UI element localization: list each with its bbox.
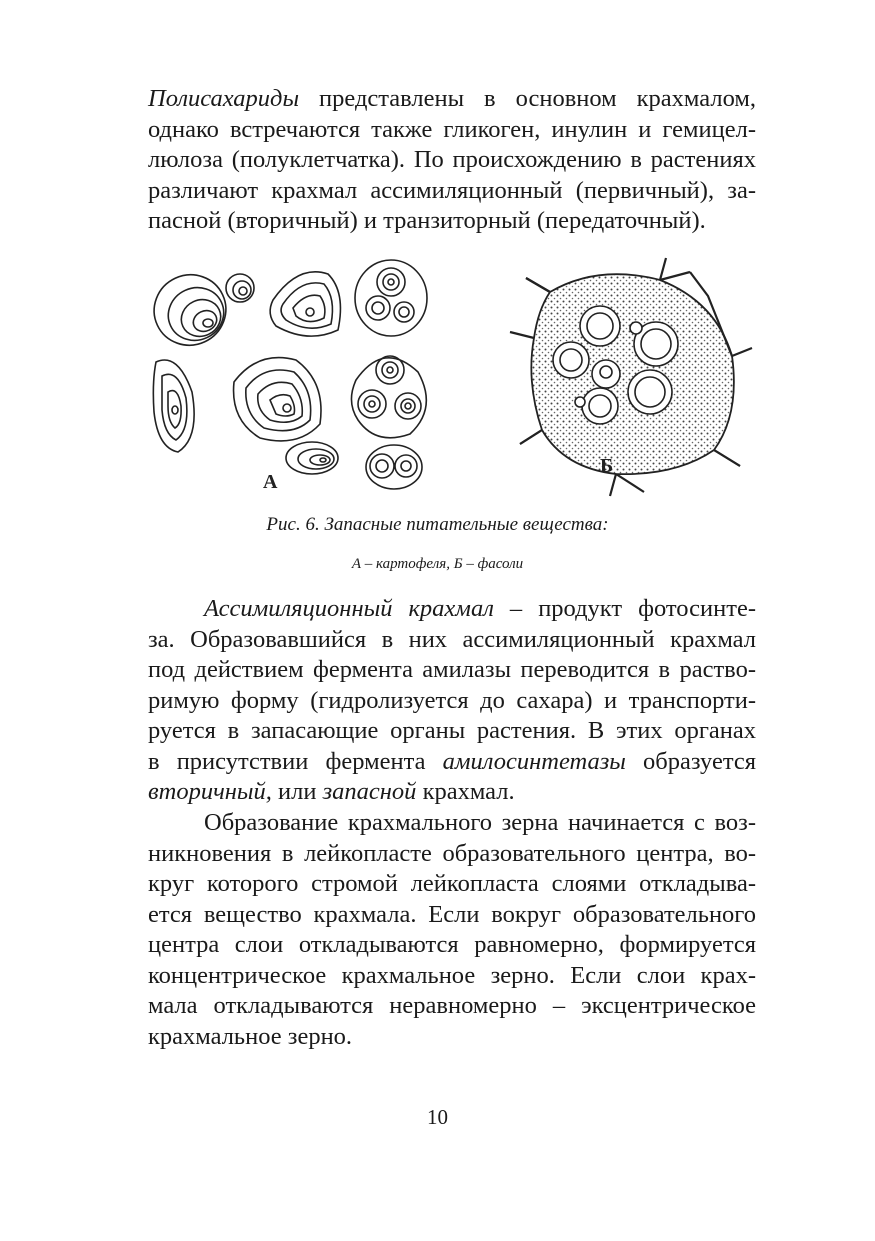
bean-cell — [510, 258, 752, 496]
starch-grain — [234, 358, 321, 441]
figure-label-b: Б — [600, 455, 614, 477]
text-line — [148, 594, 756, 625]
text-fragment: образуется — [625, 747, 756, 775]
text-fragment: представлены в основном крахмалом, — [299, 85, 756, 112]
paragraph-polysaccharides — [148, 84, 756, 237]
text-line: крахмальное зерно. — [148, 1022, 353, 1050]
text-line: никновения в лейкопласте образовательного центра, во- — [148, 839, 756, 867]
starch-grains-illustration — [148, 252, 756, 498]
text-fragment: в присутствии фермента — [148, 747, 443, 775]
term-assimilation-starch: Ассимиляционный крахмал — [204, 595, 494, 622]
text-line: римую форму (гидролизуется до сахара) и транспорти- — [148, 686, 756, 714]
starch-grain — [153, 360, 194, 452]
page-number: 10 — [427, 1105, 448, 1129]
term-secondary: вторичный, — [148, 778, 272, 805]
text-line: мала откладываются неравномерно – эксцентрическое — [148, 992, 756, 1019]
potato-starch-grains — [148, 260, 427, 489]
paragraph-grain-formation — [148, 808, 756, 1052]
text-line: однако встречаются также гликоген, инулин и гемицел- — [148, 115, 756, 143]
starch-grain — [226, 274, 254, 302]
text-line: под действием фермента амилазы переводится в раство- — [148, 656, 756, 683]
text-line: круг которого стромой лейкопласта слоями откладыва- — [148, 870, 756, 897]
text-line: за. Образовавшийся в них ассимиляционный крахмал — [148, 625, 756, 653]
text-fragment: – продукт фотосинте- — [493, 595, 757, 622]
figure-caption-subtitle: А – картофеля, Б – фасоли — [351, 556, 524, 572]
term-amylosynthetase: амилосинтетазы — [442, 747, 626, 775]
figure-starch-grains — [148, 252, 756, 498]
text-fragment: крахмал. — [416, 778, 515, 805]
text-line: различают крахмал ассимиляционный (первичный), за- — [148, 176, 756, 204]
figure-caption-title: Рис. 6. Запасные питательные вещества: — [266, 514, 609, 535]
text-line: пасной (вторичный) и транзиторный (передаточный). — [148, 207, 706, 234]
text-line: концентрическое крахмальное зерно. Если слои крах- — [148, 961, 756, 989]
text-line: центра слои откладываются равномерно, формируется — [148, 931, 756, 958]
text-line: люлоза (полуклетчатка). По происхождению в растениях — [148, 146, 756, 173]
text-line: Образование крахмального зерна начинается с воз- — [204, 809, 756, 836]
starch-grain — [366, 445, 422, 489]
text-line — [148, 84, 756, 115]
term-reserve: запасной — [322, 778, 417, 805]
text-line: руется в запасающие органы растения. В этих органах — [148, 717, 756, 744]
starch-grain — [148, 263, 237, 357]
text-fragment: или — [271, 778, 323, 805]
starch-grain — [286, 442, 338, 474]
text-line — [148, 747, 756, 778]
term-polysaccharides: Полисахариды — [148, 85, 300, 112]
paragraph-assimilation-starch — [148, 594, 756, 808]
text-line — [148, 777, 756, 808]
starch-grain — [270, 272, 340, 336]
text-line: ется вещество крахмала. Если вокруг образовательного — [148, 900, 756, 928]
starch-grain — [355, 260, 427, 336]
figure-label-a: А — [263, 471, 278, 493]
starch-grain — [351, 356, 426, 438]
